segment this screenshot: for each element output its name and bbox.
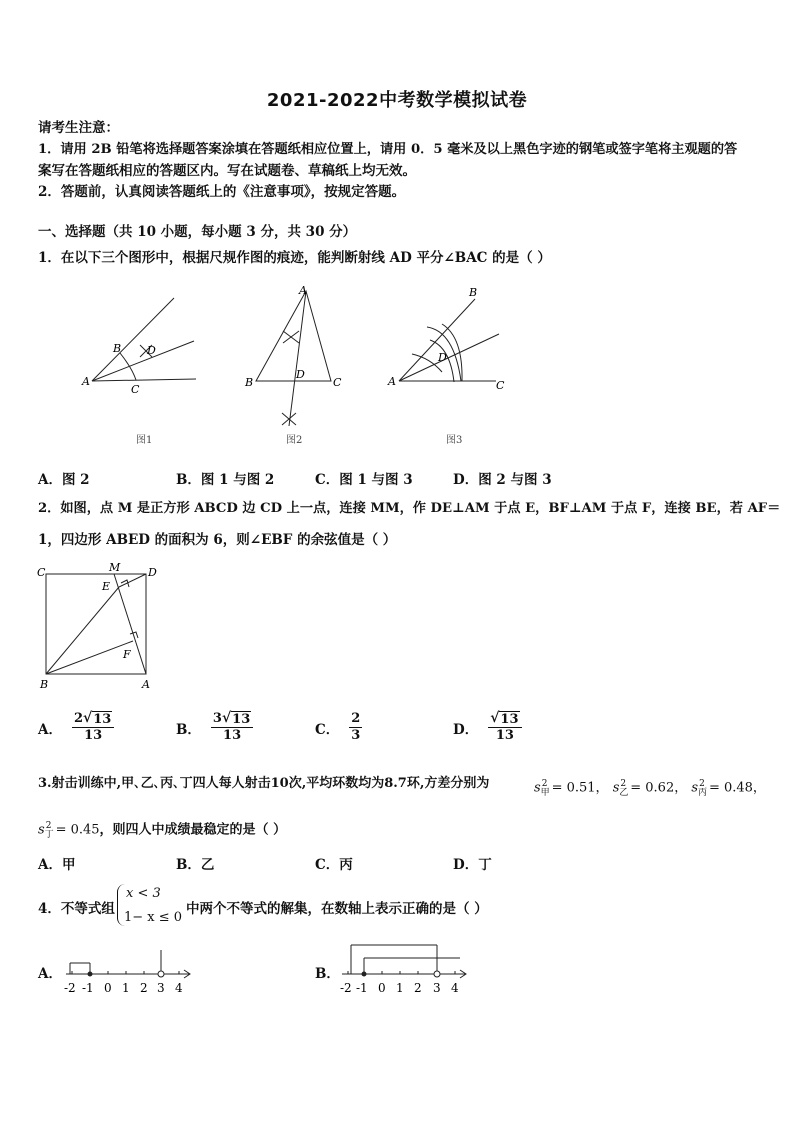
open-point-icon — [434, 971, 440, 977]
q2-label-a: A — [142, 678, 150, 691]
q1-figure-3 — [399, 299, 499, 382]
question-4-stem-pre: 4．不等式组 — [38, 901, 115, 917]
q2-figure — [34, 560, 169, 692]
q3-s-yi: = 0.62 — [630, 780, 675, 796]
q2-label-f: F — [123, 648, 131, 661]
q2-option-d-den: 13 — [495, 728, 514, 743]
q1-figure-1 — [92, 298, 196, 381]
q4a-tick-label: 3 — [157, 981, 165, 995]
fig2-caption: 图2 — [286, 435, 303, 446]
question-4-stem-post: 中两个不等式的解集，在数轴上表示正确的是（ ） — [186, 901, 488, 917]
q4a-tick-label: 1 — [122, 981, 130, 995]
q4b-tick-label: 4 — [451, 981, 459, 995]
sqrt-icon: √ — [221, 710, 232, 726]
q4b-tick-label: -2 — [340, 981, 352, 995]
sqrt-icon: √ — [83, 710, 93, 726]
q4a-tick-label: -1 — [82, 981, 94, 995]
q2-label-m: M — [109, 561, 121, 574]
q4b-tick-label: 2 — [414, 981, 422, 995]
q4-option-b-number-line[interactable] — [336, 940, 476, 998]
fig2-label-a: A — [299, 284, 307, 297]
fig1-label-d: D — [147, 344, 156, 357]
q4a-tick-label: 2 — [140, 981, 148, 995]
q4b-tick-label: 0 — [378, 981, 386, 995]
q4-option-b-label[interactable]: B． — [315, 966, 340, 982]
q3-option-b[interactable]: B．乙 — [176, 857, 215, 873]
q2-line-de — [119, 574, 146, 587]
fig2-label-d: D — [296, 368, 305, 381]
q4b-tick-label: 3 — [433, 981, 441, 995]
q2-option-d-radicand: 13 — [500, 712, 519, 727]
q2-option-c-num: 2 — [351, 711, 361, 726]
q2-option-c-den: 3 — [351, 728, 361, 743]
fig3-ray-ad — [399, 334, 499, 381]
q2-label-d: D — [148, 566, 157, 579]
question-2-stem-2: 1，四边形 ABED 的面积为 6，则∠EBF 的余弦值是（ ） — [38, 532, 397, 548]
fig2-triangle — [256, 291, 331, 381]
q2-option-d[interactable] — [453, 711, 522, 744]
q2-option-b[interactable] — [176, 711, 253, 744]
q2-option-a-radicand: 13 — [93, 712, 112, 727]
fig1-label-b: B — [113, 342, 122, 355]
fig2-label-c: C — [333, 376, 342, 389]
q2-option-b-coef: 3 — [212, 711, 222, 726]
fig3-label-c: C — [496, 379, 505, 392]
q2-option-c-label: C． — [315, 721, 340, 738]
closed-point-icon — [362, 972, 367, 977]
q1-option-d[interactable]: D．图 2 与图 3 — [453, 472, 552, 488]
fig2-line-ad — [289, 291, 306, 426]
fig3-ray-ab — [399, 299, 475, 381]
q4-ineq-1: x < 3 — [126, 886, 161, 901]
q4a-tick-label: -2 — [64, 981, 76, 995]
q3-variances-line2: $s_丁^2 = 0.45$，则四人中成绩最稳定的是（ ） — [38, 821, 287, 840]
q3-option-d[interactable]: D．丁 — [453, 857, 492, 873]
q3-sub-jia: 甲 — [540, 787, 550, 798]
fig2-label-b: B — [245, 376, 254, 389]
q4a-tick-label: 4 — [175, 981, 183, 995]
q2-option-b-label: B． — [176, 721, 201, 738]
q2-option-a-den: 13 — [84, 728, 103, 743]
q2-line-bf — [46, 641, 133, 674]
q4a-tick-label: 0 — [104, 981, 112, 995]
notice-line-1: 1．请用 2B 铅笔将选择题答案涂填在答题纸相应位置上，请用 0．5 毫米及以上黑色字迹的钢笔或签字笔将主观题的答 — [38, 142, 738, 157]
q1-option-c[interactable]: C．图 1 与图 3 — [315, 472, 413, 488]
q1-option-a[interactable]: A．图 2 — [38, 472, 90, 488]
q3-sub-bing: 丙 — [698, 787, 708, 798]
q3-tail: ，则四人中成绩最稳定的是（ ） — [99, 822, 287, 838]
fig1-ray-ac — [92, 379, 196, 381]
q3-option-c[interactable]: C．丙 — [315, 857, 353, 873]
page-title: 2021-2022中考数学模拟试卷 — [266, 90, 528, 111]
q2-option-b-den: 13 — [223, 728, 242, 743]
q2-label-e: E — [102, 580, 111, 593]
q4-option-a-number-line[interactable] — [60, 942, 200, 998]
q3-s-ding: = 0.45 — [55, 822, 100, 838]
q2-option-c[interactable] — [315, 711, 362, 744]
q3-s-jia: = 0.51 — [551, 780, 596, 796]
q3-variances-line1: $s_甲^2 = 0.51$， $s_乙^2 = 0.62$， $s_丙^2 = 0.48$， — [534, 779, 766, 798]
q2-option-c-fraction — [349, 711, 362, 744]
q2-option-a-fraction — [72, 711, 114, 744]
fig1-ray-ad — [92, 341, 194, 381]
q3-sub-yi: 乙 — [619, 787, 629, 798]
q1-figures — [70, 282, 530, 452]
q1-figure-2 — [256, 291, 331, 426]
notice-line-2: 案写在答题纸相应的答题区内。写在试题卷、草稿纸上均无效。 — [38, 163, 416, 179]
open-point-icon — [158, 971, 164, 977]
q1-option-b[interactable]: B．图 1 与图 2 — [176, 472, 275, 488]
section-heading: 一、选择题（共 10 小题，每小题 3 分，共 30 分） — [38, 224, 357, 240]
q2-option-a-label: A． — [38, 721, 62, 738]
q2-label-c: C — [37, 566, 46, 579]
q4b-tick-label: -1 — [356, 981, 368, 995]
q3-option-a[interactable]: A．甲 — [38, 857, 76, 873]
fig1-label-c: C — [131, 383, 140, 396]
notice-line-3: 2．答题前，认真阅读答题纸上的《注意事项》，按规定答题。 — [38, 184, 406, 200]
fig1-label-a: A — [82, 375, 90, 388]
q2-option-b-fraction — [211, 711, 253, 744]
q2-option-d-label: D． — [453, 721, 479, 738]
question-2-stem-1: 2．如图，点 M 是正方形 ABCD 边 CD 上一点，连接 MM，作 DE⊥AM 于点 E，BF⊥AM 于点 F，连接 BE，若 AF＝ — [38, 501, 781, 516]
q2-option-a-coef: 2 — [73, 711, 84, 726]
fig1-ray-ab — [92, 298, 174, 381]
fig3-caption: 图3 — [446, 435, 463, 446]
q3-s-bing: = 0.48 — [708, 780, 753, 796]
q4-ineq-2: 1− x ≤ 0 — [124, 910, 183, 925]
sqrt-icon: √ — [490, 710, 500, 726]
q4b-tick-label: 1 — [396, 981, 404, 995]
q2-option-a[interactable] — [38, 711, 114, 744]
fig3-label-a: A — [388, 375, 396, 388]
fig3-label-b: B — [469, 286, 478, 299]
question-1-stem: 1．在以下三个图形中，根据尺规作图的痕迹，能判断射线 AD 平分∠BAC 的是（ ） — [38, 250, 551, 266]
q3-sub-ding: 丁 — [44, 829, 54, 840]
q2-square — [46, 574, 146, 674]
q2-option-d-fraction — [488, 711, 521, 744]
q2-line-be — [46, 587, 119, 674]
fig3-label-d: D — [438, 351, 447, 364]
q4-option-a-label[interactable]: A． — [38, 966, 62, 982]
notice-heading: 请考生注意： — [38, 120, 119, 136]
q2-label-b: B — [40, 678, 49, 691]
fig1-caption: 图1 — [136, 435, 153, 446]
question-3-stem: 3.射击训练中,甲､乙､丙､丁四人每人射击10次,平均环数均为8.7环,方差分别为 — [38, 776, 490, 791]
closed-point-icon — [88, 972, 93, 977]
q2-option-b-radicand: 13 — [232, 712, 251, 727]
